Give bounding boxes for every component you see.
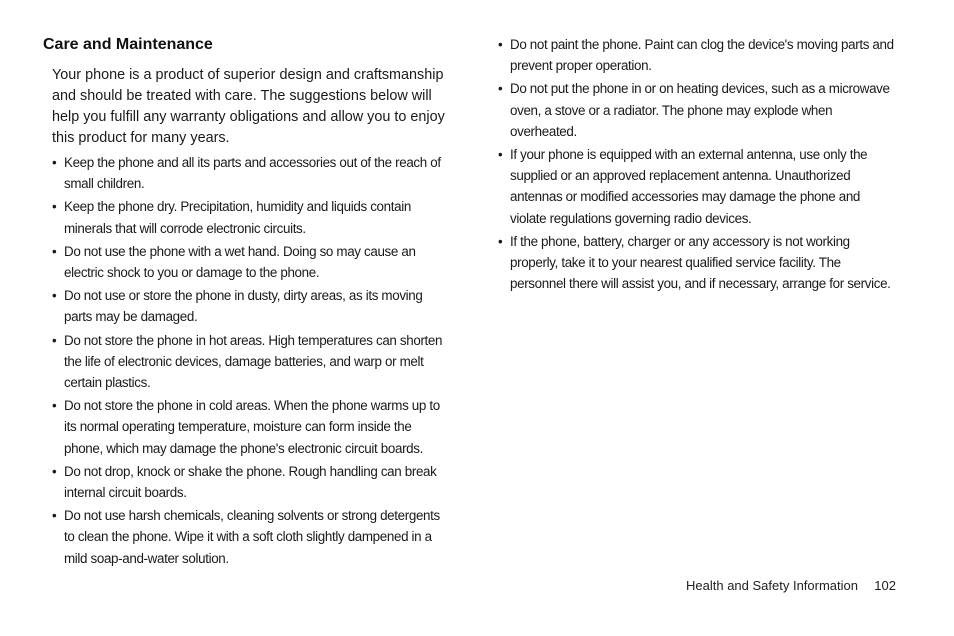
- bullet-dot-icon: •: [498, 147, 503, 163]
- bullet-dot-icon: •: [498, 233, 503, 249]
- bullet-dot-icon: •: [52, 463, 57, 479]
- right-bullet-list: [498, 34, 898, 294]
- bullet-item: [498, 144, 898, 229]
- bullet-text: Do not drop, knock or shake the phone. Rough handling can break internal circuit boards.: [64, 463, 437, 501]
- bullet-dot-icon: •: [52, 398, 57, 414]
- bullet-text: Do not use harsh chemicals, cleaning solvents or strong detergents to clean the phone. Wipe it with a soft cloth slightly dampened in a mild soap-and-water solution.: [64, 508, 440, 566]
- bullet-dot-icon: •: [498, 37, 503, 52]
- bullet-text: Keep the phone dry. Precipitation, humidity and liquids contain minerals that will corrode electronic circuits.: [64, 199, 411, 236]
- bullet-item: [498, 34, 898, 76]
- bullet-item: [52, 196, 452, 238]
- bullet-text: Do not use or store the phone in dusty, dirty areas, as its moving parts may be damaged.: [64, 288, 423, 325]
- bullet-text: If the phone, battery, charger or any accessory is not working properly, take it to your nearest qualified service facility. The personnel there will assist you, and if necessary, arrange for service.: [510, 233, 891, 292]
- bullet-item: [498, 231, 898, 295]
- bullet-dot-icon: •: [52, 155, 57, 170]
- bullet-text: Keep the phone and all its parts and accessories out of the reach of small children.: [64, 155, 441, 192]
- footer-section-name: Health and Safety Information: [686, 578, 858, 593]
- bullet-dot-icon: •: [52, 288, 57, 304]
- page-footer: [686, 578, 896, 593]
- bullet-dot-icon: •: [498, 81, 503, 97]
- bullet-dot-icon: •: [52, 508, 57, 524]
- bullet-text: Do not put the phone in or on heating devices, such as a microwave oven, a stove or a radiator. The phone may explode when overheated.: [510, 81, 890, 139]
- bullet-text: Do not store the phone in cold areas. When the phone warms up to its normal operating temperature, moisture can form inside the phone, which may damage the phone's electronic circuit boards.: [64, 398, 440, 456]
- bullet-item: [52, 285, 452, 327]
- bullet-text: Do not paint the phone. Paint can clog the device's moving parts and prevent proper operation.: [510, 37, 894, 74]
- bullet-item: [498, 78, 898, 142]
- page-number: 102: [874, 578, 896, 593]
- bullet-item: [52, 505, 452, 569]
- bullet-text: If your phone is equipped with an external antenna, use only the supplied or an approved replacement antenna. Unauthorized antennas or modified accessories may damage the phone and violate regulations governing radio devices.: [510, 147, 868, 226]
- bullet-dot-icon: •: [52, 243, 57, 259]
- right-column: [498, 34, 898, 296]
- left-bullet-list: [52, 152, 452, 569]
- intro-paragraph: Your phone is a product of superior design and craftsmanship and should be treated with care. The suggestions below will help you fulfill any warranty obligations and allow you to enjoy this product for many years.: [52, 67, 445, 146]
- bullet-text: Do not store the phone in hot areas. High temperatures can shorten the life of electronic devices, damage batteries, and warp or melt certain plastics.: [64, 332, 443, 391]
- bullet-item: [52, 241, 452, 283]
- bullet-dot-icon: •: [52, 199, 57, 215]
- bullet-item: [52, 152, 452, 194]
- section-heading: Care and Maintenance: [43, 36, 213, 53]
- bullet-item: [52, 330, 452, 394]
- bullet-dot-icon: •: [52, 332, 57, 348]
- bullet-item: [52, 395, 452, 459]
- left-column: [43, 34, 453, 571]
- bullet-text: Do not use the phone with a wet hand. Doing so may cause an electric shock to you or damage to the phone.: [64, 243, 416, 281]
- bullet-item: [52, 461, 452, 503]
